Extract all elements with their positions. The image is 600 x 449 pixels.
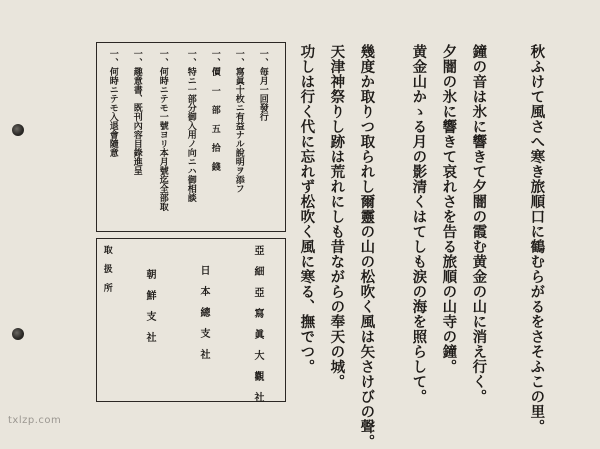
hq-name: 亞 細 亞 寫 眞 大 觀 社 — [252, 245, 263, 402]
info-item: 一、特ニ一部分御入用ノ向ニハ御相談 — [185, 49, 196, 202]
handling-office-label: 取 扱 所 — [101, 245, 112, 292]
poem-line: 秋ふけて風さへ寒き旅順口に鶴むらがるをさそふこの里。 — [528, 44, 546, 434]
subscription-info-box — [96, 42, 286, 232]
info-item: 一、何時ニテモ一號ヨリ本月號迄全部取 — [157, 49, 168, 211]
poem-line: 幾度か取りつ取られし爾靈の山の松吹く風は矢さけびの聲。 — [358, 44, 376, 449]
branch-kr-name: 朝 鮮 支 社 — [144, 269, 155, 342]
binding-hole-bottom — [12, 328, 24, 340]
publisher-box — [96, 238, 286, 402]
poem-line: 夕闇の氷に響きて哀れさを告る旅順の山寺の鐘。 — [440, 44, 458, 374]
poem-line: 天津神祭りし跡は荒れにしも昔ながらの奉天の城。 — [328, 44, 346, 389]
poem-line: 功しは行く代に忘れず松吹く風に寒る、撫でつ。 — [298, 44, 316, 374]
info-item: 一、趣意書、既刊內容目錄進呈 — [131, 49, 142, 175]
info-item: 一、寫眞十枚ニ有益ナル說明ヲ添フ — [233, 49, 244, 193]
info-item: 一、何時ニテモ入退會隨意 — [107, 49, 118, 157]
poem-line: 黄金山かゝる月の影清くはてしも涙の海を照らして。 — [410, 44, 428, 404]
info-item: 一、毎月一回發行 — [257, 49, 268, 121]
binding-hole-top — [12, 124, 24, 136]
watermark: txlzp.com — [8, 415, 62, 426]
info-item: 一、價 一 部 五 拾 錢 — [209, 49, 220, 171]
branch-jp-name: 日 本 總 支 社 — [198, 265, 209, 359]
poem-line: 鐘の音は氷に響きて夕闇の霞む黄金の山に消え行く。 — [470, 44, 488, 404]
